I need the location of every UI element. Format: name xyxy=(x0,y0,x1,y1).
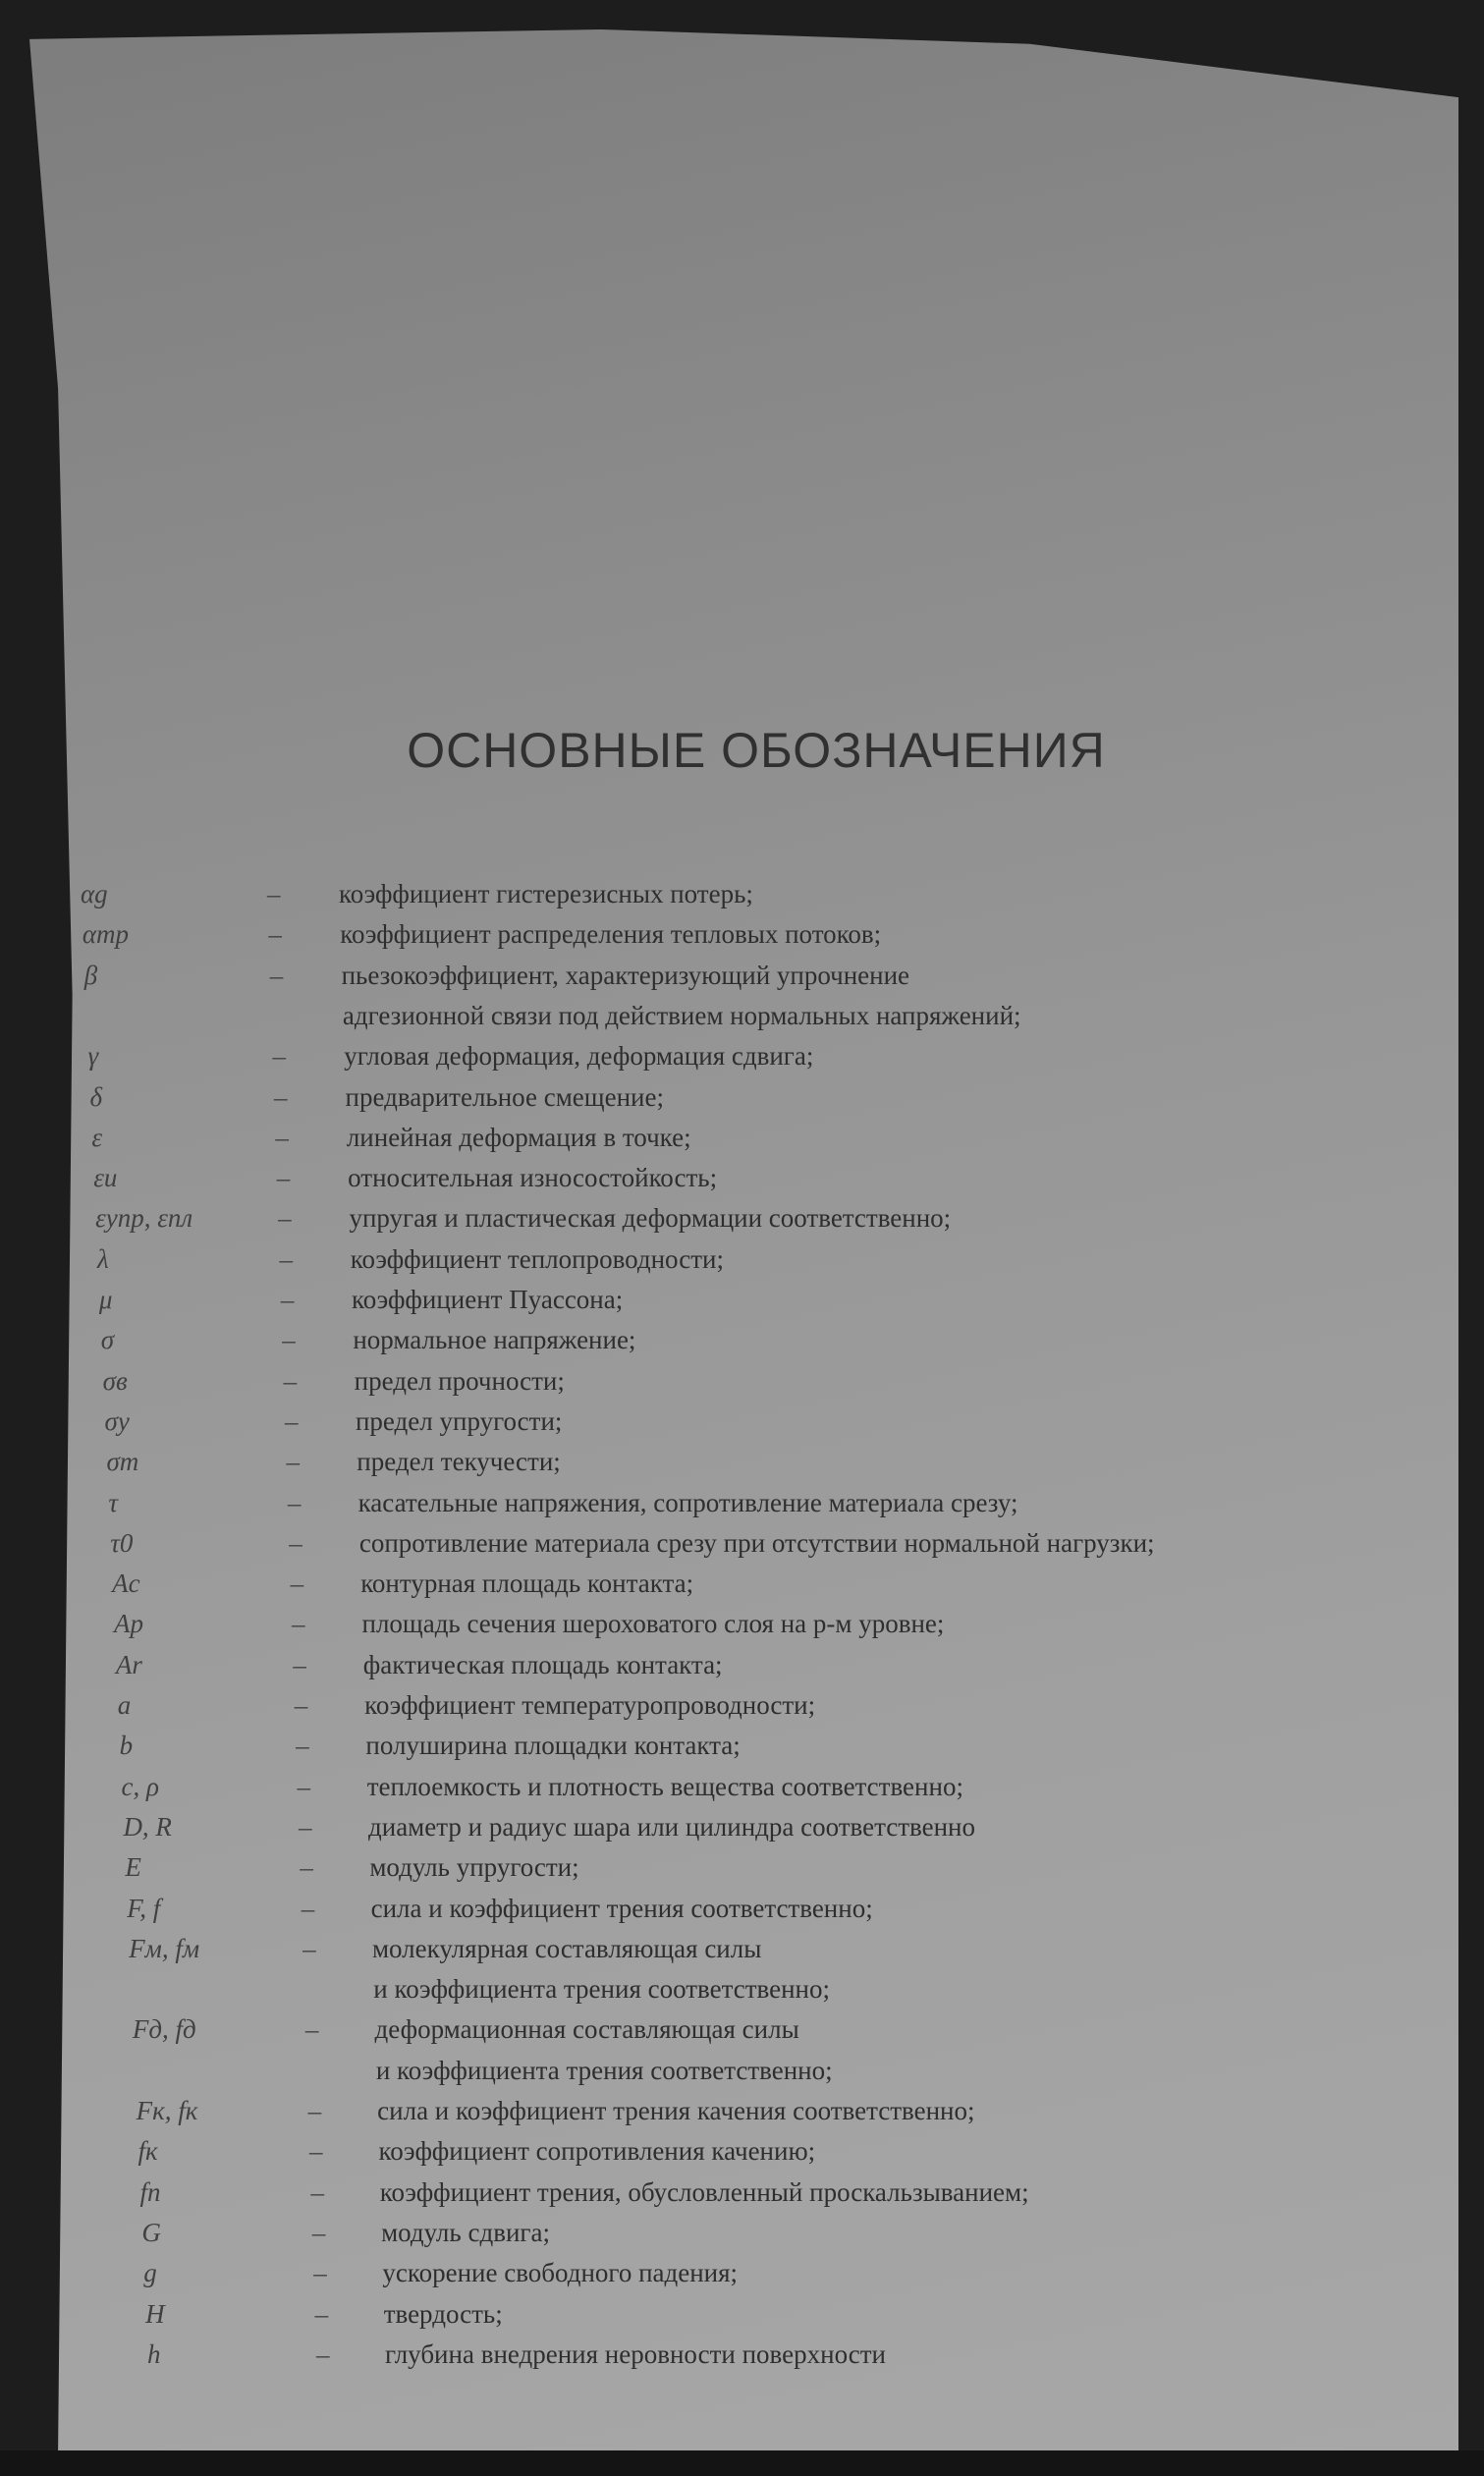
notation-symbol: γ xyxy=(87,1041,99,1072)
notation-dash: – xyxy=(314,2298,329,2329)
notation-description: глубина внедрения неровности поверхности xyxy=(385,2338,886,2369)
notation-description: предел текучести; xyxy=(357,1447,561,1477)
notation-dash: – xyxy=(278,1203,292,1234)
notation-symbol: Fд, fд xyxy=(132,2014,196,2045)
notation-description: коэффициент теплопроводности; xyxy=(350,1243,724,1274)
notation-description: коэффициент гистерезисных потерь; xyxy=(339,879,753,908)
notation-symbol: σу xyxy=(104,1405,130,1436)
notation-description: теплоемкость и плотность вещества соответственно; xyxy=(366,1771,963,1801)
notation-description: нормальное напряжение; xyxy=(353,1325,636,1355)
notation-dash: – xyxy=(310,2176,324,2207)
notation-symbol: τ xyxy=(108,1487,118,1517)
notation-symbol: b xyxy=(119,1731,134,1761)
notation-symbol: αg xyxy=(81,879,108,908)
notation-symbol: Ar xyxy=(115,1649,142,1679)
notation-dash: – xyxy=(280,1285,295,1314)
notation-dash: – xyxy=(289,1527,302,1558)
notation-dash: – xyxy=(283,1365,298,1396)
notation-description: сила и коэффициент трения соответственно; xyxy=(370,1893,873,1923)
notation-symbol: εu xyxy=(93,1163,118,1193)
notation-symbol: D, R xyxy=(123,1811,172,1842)
notation-symbol: σв xyxy=(102,1365,128,1396)
notation-dash: – xyxy=(276,1163,291,1193)
notation-description: предварительное смещение; xyxy=(345,1081,664,1112)
notation-symbol: E xyxy=(125,1852,141,1883)
notation-dash: – xyxy=(316,2338,330,2369)
notation-description: коэффициент трения, обусловленный проскальзыванием; xyxy=(379,2176,1029,2207)
notation-symbol: c, ρ xyxy=(121,1771,159,1801)
notation-symbol: εупр, εпл xyxy=(95,1203,193,1234)
notation-description: упругая и пластическая деформации соответственно; xyxy=(349,1203,952,1234)
notation-dash: – xyxy=(294,1690,308,1720)
notation-symbol: Fк, fк xyxy=(136,2096,198,2125)
notation-description: полуширина площадки контакта; xyxy=(365,1731,741,1761)
notation-symbol: σт xyxy=(106,1447,139,1477)
notation-dash: – xyxy=(272,1041,287,1072)
notation-symbol: σ xyxy=(100,1325,115,1355)
notation-dash: – xyxy=(292,1609,305,1639)
notation-dash: – xyxy=(301,1893,315,1923)
notation-description: предел прочности; xyxy=(354,1365,565,1396)
notation-symbol: g xyxy=(143,2258,157,2288)
notation-description: сопротивление материала срезу при отсутствии нормальной нагрузки; xyxy=(358,1527,1155,1558)
notation-description: относительная износостойкость; xyxy=(348,1163,718,1193)
notation-symbol: a xyxy=(117,1690,132,1720)
notation-description: угловая деформация, деформация сдвига; xyxy=(344,1041,814,1072)
notation-description: линейная деформация в точке; xyxy=(346,1122,691,1152)
notation-dash: – xyxy=(296,1731,309,1761)
notation-symbol: μ xyxy=(98,1285,113,1314)
notation-dash: – xyxy=(309,2136,323,2167)
notation-description: коэффициент сопротивления качению; xyxy=(378,2136,816,2167)
notation-dash: – xyxy=(285,1405,299,1436)
page-bottom-shadow xyxy=(0,2450,1484,2476)
notation-description: модуль сдвига; xyxy=(381,2217,550,2247)
notation-symbol: fк xyxy=(137,2136,158,2167)
notation-dash: – xyxy=(268,919,282,950)
notation-description: площадь сечения шероховатого слоя на p-м уровне; xyxy=(361,1609,945,1639)
notation-dash: – xyxy=(279,1243,293,1274)
notation-description: молекулярная составляющая силы xyxy=(371,1933,762,1963)
notation-symbol: Ap xyxy=(114,1609,143,1639)
notation-description: модуль упругости; xyxy=(369,1852,579,1883)
notation-dash: – xyxy=(275,1122,289,1152)
notation-dash: – xyxy=(273,1081,288,1112)
notation-description: контурная площадь контакта; xyxy=(360,1568,694,1599)
notation-dash: – xyxy=(311,2217,326,2247)
notation-symbol: H xyxy=(145,2298,165,2329)
notation-dash: – xyxy=(269,960,284,990)
notation-description: предел упругости; xyxy=(355,1405,563,1436)
notation-dash: – xyxy=(300,1852,313,1883)
notation-description: деформационная составляющая силы xyxy=(374,2014,799,2045)
notation-symbol: G xyxy=(141,2217,161,2247)
notation-dash: – xyxy=(287,1487,302,1517)
notation-symbol: τ0 xyxy=(110,1527,134,1558)
notation-symbol: Fм, fм xyxy=(129,1933,200,1963)
notation-description: коэффициент Пуассона; xyxy=(352,1285,624,1314)
notation-description: ускорение свободного падения; xyxy=(382,2258,739,2288)
notation-dash: – xyxy=(313,2258,327,2288)
notation-symbol: δ xyxy=(89,1081,102,1112)
notation-description: касательные напряжения, сопротивление материала срезу; xyxy=(357,1487,1018,1517)
notation-dash: – xyxy=(293,1649,306,1679)
notation-description: пьезокоэффициент, характеризующий упрочнение xyxy=(341,960,910,990)
notation-dash: – xyxy=(302,1933,316,1963)
notation-description: фактическая площадь контакта; xyxy=(362,1649,723,1679)
notation-dash: – xyxy=(307,2096,322,2125)
notation-description: сила и коэффициент трения качения соответственно; xyxy=(377,2096,975,2125)
notation-symbol: h xyxy=(147,2338,161,2369)
page-title: ОСНОВНЫЕ ОБОЗНАЧЕНИЯ xyxy=(407,723,1106,778)
notation-symbol: β xyxy=(83,960,98,990)
notation-symbol: F, f xyxy=(127,1893,161,1923)
notation-symbol: αтр xyxy=(82,919,130,950)
notation-symbol: ε xyxy=(91,1122,102,1152)
notation-dash: – xyxy=(267,879,281,908)
notation-description: твердость; xyxy=(383,2298,503,2329)
notation-symbol: Ac xyxy=(112,1568,140,1599)
notation-symbol: λ xyxy=(97,1243,109,1274)
notation-description: коэффициент температуропроводности; xyxy=(364,1690,816,1720)
notation-description: и коэффициента трения соответственно; xyxy=(375,2055,833,2085)
notation-dash: – xyxy=(282,1325,296,1355)
notation-dash: – xyxy=(286,1447,300,1477)
notation-dash: – xyxy=(304,2014,319,2045)
notation-dash: – xyxy=(297,1771,311,1801)
notation-description: адгезионной связи под действием нормальных напряжений; xyxy=(342,1000,1021,1030)
notation-description: и коэффициента трения соответственно; xyxy=(373,1974,830,2005)
notation-description: коэффициент распределения тепловых потоков; xyxy=(340,919,882,950)
notation-dash: – xyxy=(290,1568,304,1599)
notation-dash: – xyxy=(298,1811,312,1842)
notation-symbol: fп xyxy=(139,2176,161,2207)
notation-description: диаметр и радиус шара или цилиндра соответственно xyxy=(368,1811,975,1842)
